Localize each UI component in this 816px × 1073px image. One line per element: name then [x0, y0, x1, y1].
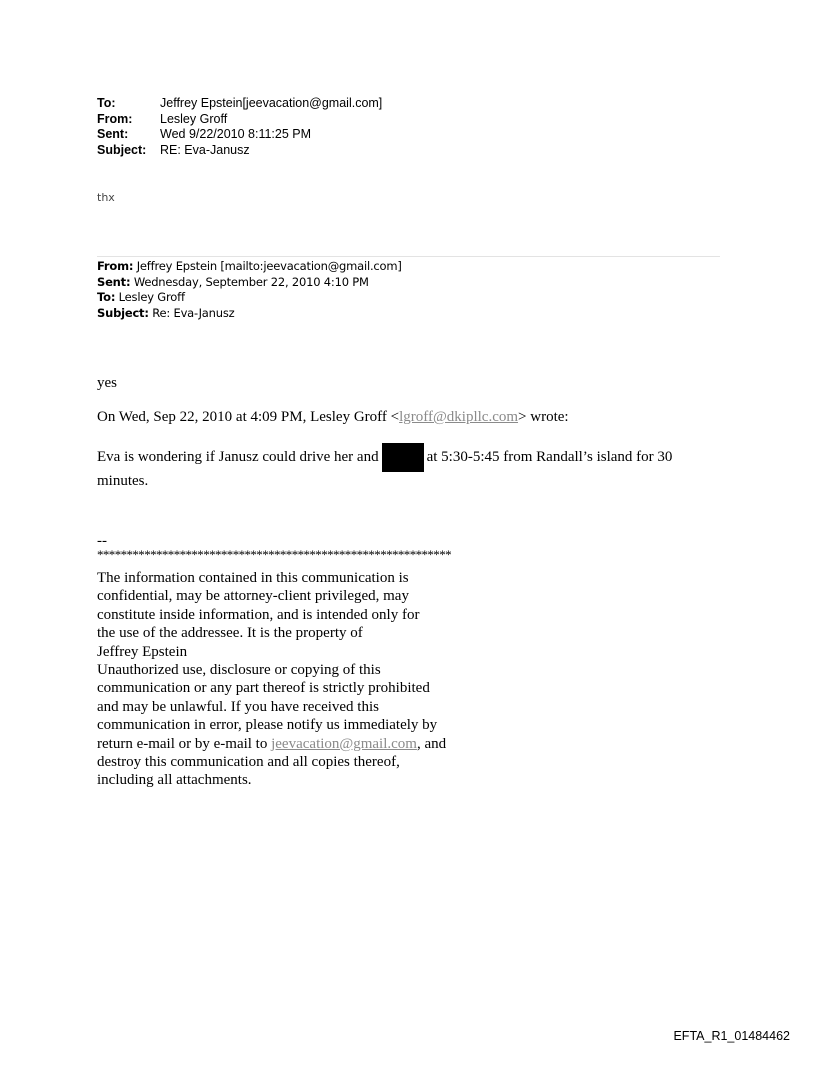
email-header — [97, 96, 382, 158]
to-value: Jeffrey Epstein[jeevacation@gmail.com] — [160, 96, 383, 110]
disclaimer-email-link[interactable]: jeevacation@gmail.com — [271, 735, 417, 752]
disclaimer-line: confidential, may be attorney-client privileged, may — [97, 588, 409, 605]
fwd-to-label: To: — [97, 290, 116, 304]
subject-label: Subject: — [97, 142, 147, 157]
fwd-to-row — [97, 290, 402, 306]
to-label: To: — [97, 96, 116, 110]
quoted-body-part1: Eva is wondering if Janusz could drive her and — [97, 449, 379, 465]
quoted-body — [97, 443, 717, 490]
header-sent-row — [97, 127, 382, 143]
disclaimer — [97, 569, 446, 790]
disclaimer-line: and may be unlawful. If you have received this — [97, 698, 379, 715]
redaction-box — [382, 443, 424, 472]
quote-prefix: On Wed, Sep 22, 2010 at 4:09 PM, Lesley Groff < — [97, 409, 400, 425]
fwd-sent-value: Wednesday, September 22, 2010 4:10 PM — [130, 274, 369, 289]
from-value: Lesley Groff — [160, 111, 228, 126]
disclaimer-line: the use of the addressee. It is the property of — [97, 625, 363, 642]
disclaimer-line: destroy this communication and all copies thereof, — [97, 754, 400, 771]
disclaimer-line10-suffix: , and — [416, 735, 447, 752]
fwd-subject-row — [97, 306, 402, 322]
fwd-to-value: Lesley Groff — [115, 290, 185, 304]
header-subject-row — [97, 143, 382, 159]
header-from-row — [97, 112, 382, 128]
quote-attribution — [97, 408, 569, 426]
disclaimer-line: constitute inside information, and is intended only for — [97, 606, 420, 623]
forwarded-header — [97, 259, 402, 321]
message-text: yes — [97, 375, 117, 391]
disclaimer-line: including all attachments. — [97, 772, 252, 789]
signature-dash: -- — [97, 533, 107, 549]
fwd-sent-row — [97, 275, 402, 291]
fwd-sent-label: Sent: — [97, 274, 131, 289]
disclaimer-line — [97, 735, 446, 753]
quoted-body-part2: at 5:30-5:45 from Randall’s island for 30 minutes. — [97, 449, 673, 489]
divider — [97, 256, 720, 257]
reply-text: thx — [97, 191, 115, 204]
disclaimer-line: Jeffrey Epstein — [97, 643, 188, 660]
sent-value: Wed 9/22/2010 8:11:25 PM — [160, 127, 312, 141]
fwd-from-value: Jeffrey Epstein [mailto:jeevacation@gmail.com] — [133, 259, 402, 273]
quote-email-link[interactable]: lgroff@dkipllc.com — [399, 409, 519, 425]
disclaimer-line10-prefix: return e-mail or by e-mail to — [97, 735, 272, 752]
disclaimer-line: communication or any part thereof is strictly prohibited — [97, 680, 430, 697]
signature-stars: ************************************************************ — [97, 547, 452, 562]
disclaimer-line: communication in error, please notify us immediately by — [97, 717, 438, 734]
sent-label: Sent: — [97, 127, 129, 141]
fwd-subject-value: Re: Eva-Janusz — [148, 305, 235, 320]
disclaimer-line: Unauthorized use, disclosure or copying of this — [97, 662, 381, 679]
header-to-row — [97, 96, 382, 112]
fwd-from-row — [97, 259, 402, 275]
quote-suffix: > wrote: — [518, 409, 569, 425]
subject-value: RE: Eva-Janusz — [160, 142, 250, 157]
fwd-from-label: From: — [97, 259, 134, 273]
document-id: EFTA_R1_01484462 — [673, 1029, 790, 1043]
fwd-subject-label: Subject: — [97, 305, 149, 320]
from-label: From: — [97, 111, 133, 126]
disclaimer-line: The information contained in this communication is — [97, 570, 409, 586]
